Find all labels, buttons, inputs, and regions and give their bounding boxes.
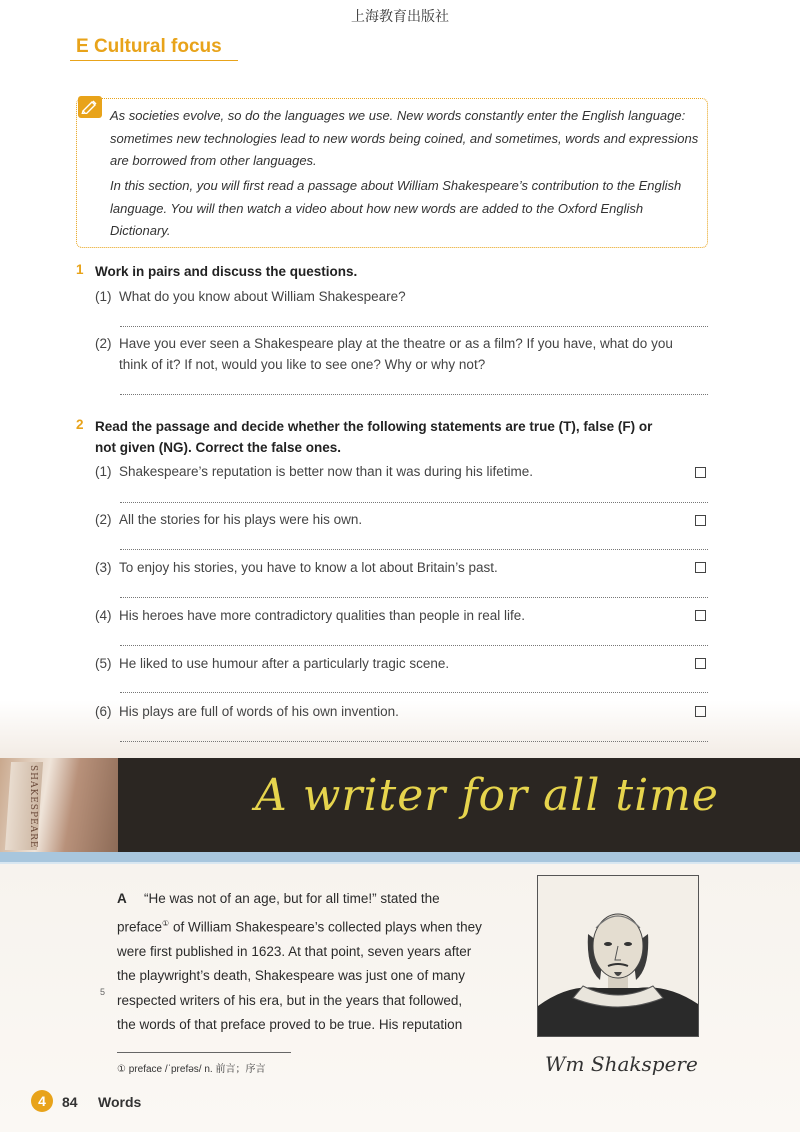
answer-line-2-6[interactable] <box>120 741 708 742</box>
statement-2-checkbox[interactable] <box>695 515 706 526</box>
answer-line-2-1[interactable] <box>120 502 708 503</box>
statement-1-checkbox[interactable] <box>695 467 706 478</box>
statement-6: (6) His plays are full of words of his own invention. <box>95 704 399 719</box>
section-title-rule <box>70 60 238 61</box>
page-number: 84 <box>62 1094 78 1110</box>
exercise-1-number: 1 <box>76 262 84 277</box>
statement-4: (4) His heroes have more contradictory qualities than people in real life. <box>95 608 525 623</box>
exercise-2-heading-line-2: not given (NG). Correct the false ones. <box>95 440 342 455</box>
exercise-1-question-2: (2) Have you ever seen a Shakespeare play at the theatre or as a film? If you have, what do you <box>95 336 673 351</box>
intro-paragraph-2: In this section, you will first read a passage about William Shakespeare’s contribution to the English language. You will then watch a video about how new words are added to the Oxford English Dictionary. <box>110 178 682 238</box>
publisher-name: 上海教育出版社 <box>351 9 449 25</box>
statement-1: (1) Shakespeare’s reputation is better now than it was during his lifetime. <box>95 464 533 479</box>
statement-3-checkbox[interactable] <box>695 562 706 573</box>
exercise-1-heading: Work in pairs and discuss the questions. <box>95 264 358 279</box>
book-spine-text: SHAKESPEARE <box>28 765 38 849</box>
statement-2: (2) All the stories for his plays were his own. <box>95 512 363 527</box>
unit-name: Words <box>98 1094 142 1110</box>
answer-line-2-2[interactable] <box>120 549 708 550</box>
answer-line-1-2[interactable] <box>120 394 708 395</box>
footnote-rule <box>117 1052 291 1053</box>
intro-paragraph-1: As societies evolve, so do the languages we use. New words constantly enter the English language: sometimes new technologies lead to new words being coined, and sometimes, words and expressions are borrowed from other languages. <box>110 108 699 168</box>
shakespeare-signature: Wm Shakspere <box>545 1052 698 1076</box>
statement-6-checkbox[interactable] <box>695 706 706 717</box>
line-number: 5 <box>100 987 106 997</box>
answer-line-2-4[interactable] <box>120 645 708 646</box>
paragraph-letter: A <box>117 891 127 906</box>
banner-blue-strip <box>0 852 800 862</box>
passage-paragraph-a: A “He was not of an age, but for all time!” stated the preface① of William Shakespeare’s collected plays when they were first published in 1623. At that point, seven years after the playwright’s death, Shakespeare was just one of many respected writers of his era, but in the years that followed, the words of that preface proved to be true. His reputation <box>117 887 522 1038</box>
section-title: E Cultural focus <box>76 36 222 57</box>
exercise-1-question-1: (1) What do you know about William Shakespeare? <box>95 289 406 304</box>
statement-5: (5) He liked to use humour after a particularly tragic scene. <box>95 656 450 671</box>
exercise-1-question-2-cont: think of it? If not, would you like to see one? Why or why not? <box>119 357 486 372</box>
footnote: ① preface /ˈprefəs/ n. 前言；序言 <box>117 1064 266 1075</box>
statement-4-checkbox[interactable] <box>695 610 706 621</box>
passage-title: A writer for all time <box>255 770 719 821</box>
exercise-2-heading-line-1: Read the passage and decide whether the following statements are true (T), false (F) or <box>95 419 653 434</box>
shakespeare-portrait <box>537 875 699 1037</box>
footnote-marker[interactable]: ① <box>162 918 170 928</box>
pencil-icon <box>78 96 102 118</box>
statement-3: (3) To enjoy his stories, you have to know a lot about Britain’s past. <box>95 560 498 575</box>
answer-line-2-3[interactable] <box>120 597 708 598</box>
exercise-2-number: 2 <box>76 417 84 432</box>
answer-line-1-1[interactable] <box>120 326 708 327</box>
unit-number-badge: 4 <box>31 1090 53 1112</box>
statement-5-checkbox[interactable] <box>695 658 706 669</box>
answer-line-2-5[interactable] <box>120 692 708 693</box>
